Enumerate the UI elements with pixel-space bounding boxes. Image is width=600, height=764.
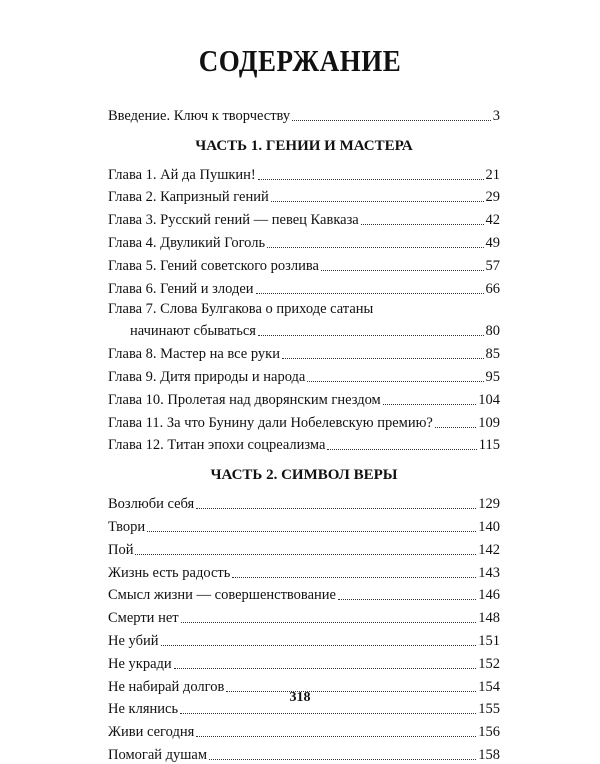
toc-entry[interactable] <box>108 718 500 741</box>
dot-leader <box>383 404 477 405</box>
toc-entry-label: Жизнь есть радость <box>108 564 231 581</box>
section-heading-part1: ЧАСТЬ 1. ГЕНИИ И МАСТЕРА <box>195 137 413 154</box>
toc-entry-label: Глава 7. Слова Булгакова о приходе сатаны <box>108 300 374 317</box>
toc-entry-label: Не укради <box>108 655 172 672</box>
dot-leader <box>435 427 476 428</box>
dot-leader <box>135 554 476 555</box>
dot-leader <box>338 599 476 600</box>
toc-entry-label: Глава 1. Ай да Пушкин! <box>108 166 256 183</box>
dot-leader <box>361 224 484 225</box>
toc-entry-page: 115 <box>478 437 500 454</box>
toc-entry-page: 29 <box>485 189 500 206</box>
toc-entry-page: 129 <box>478 496 500 513</box>
page-title: СОДЕРЖАНИЕ <box>198 44 402 78</box>
toc-entry-label: Глава 11. За что Бунину дали Нобелевскую премию? <box>108 414 433 431</box>
toc-entry[interactable] <box>108 363 500 386</box>
toc-entry[interactable] <box>108 386 500 409</box>
toc-entry-label: Смысл жизни — совершенствование <box>108 587 336 604</box>
dot-leader <box>147 531 476 532</box>
toc-entry[interactable] <box>108 650 500 673</box>
dot-leader <box>267 247 483 248</box>
toc-entry[interactable] <box>108 582 500 605</box>
toc-entry-page: 151 <box>478 632 500 649</box>
toc-entry[interactable] <box>108 409 500 432</box>
toc-entry-page: 146 <box>478 587 500 604</box>
dot-leader <box>180 713 476 714</box>
toc-entry-page: 85 <box>485 346 500 363</box>
toc-entry-label: Не клянись <box>108 701 179 718</box>
toc-entry[interactable] <box>108 432 500 455</box>
dot-leader <box>232 577 476 578</box>
toc-entry-label-continued: начинают сбываться <box>130 323 256 340</box>
toc-entry-label: Глава 2. Капризный гений <box>108 189 269 206</box>
toc-entry-label: Помогай душам <box>108 746 208 763</box>
toc-entry-label: Живи сегодня <box>108 724 195 741</box>
toc-entry[interactable] <box>108 627 500 650</box>
dot-leader <box>161 645 477 646</box>
toc-entry-label: Глава 4. Двуликий Гоголь <box>108 234 266 251</box>
toc-entry-label: Глава 8. Мастер на все руки <box>108 346 280 363</box>
toc-entry-page: 3 <box>492 107 500 124</box>
toc-entry[interactable] <box>108 298 500 341</box>
dot-leader <box>292 120 491 121</box>
toc-entry-page: 142 <box>478 541 500 558</box>
toc-entry-label: Глава 12. Титан эпохи соцреализма <box>108 437 326 454</box>
toc-entry-page: 57 <box>485 257 500 274</box>
toc-entry[interactable] <box>108 184 500 207</box>
dot-leader <box>196 508 476 509</box>
toc-entry[interactable] <box>108 229 500 252</box>
toc-entry[interactable] <box>108 513 500 536</box>
toc-entry-label: Глава 5. Гений советского розлива <box>108 257 319 274</box>
dot-leader <box>307 381 483 382</box>
page-number: 318 <box>289 690 311 705</box>
dot-leader <box>196 736 476 737</box>
dot-leader <box>258 335 484 336</box>
toc-entry-page: 66 <box>485 280 500 297</box>
toc-entry[interactable] <box>108 275 500 298</box>
toc-entry-page: 158 <box>478 746 500 763</box>
toc-entry-label: Не набирай долгов <box>108 678 225 695</box>
toc-entry-page: 80 <box>485 323 500 340</box>
toc-entry-intro[interactable] <box>108 102 500 125</box>
table-of-contents <box>108 102 500 764</box>
toc-entry-page: 140 <box>478 518 500 535</box>
toc-entry-page: 104 <box>478 391 500 408</box>
toc-entry-label: Возлюби себя <box>108 496 195 513</box>
toc-entry-page: 148 <box>478 610 500 627</box>
toc-entry-label: Твори <box>108 518 146 535</box>
dot-leader <box>174 668 477 669</box>
dot-leader <box>321 270 484 271</box>
toc-entry[interactable] <box>108 604 500 627</box>
toc-entry-page: 155 <box>478 701 500 718</box>
toc-entry-page: 154 <box>478 678 500 695</box>
toc-entry-page: 21 <box>485 166 500 183</box>
dot-leader <box>327 449 476 450</box>
dot-leader <box>209 759 476 760</box>
dot-leader <box>181 622 477 623</box>
toc-entry[interactable] <box>108 252 500 275</box>
toc-entry[interactable] <box>108 741 500 764</box>
dot-leader <box>271 201 484 202</box>
toc-entry-label: Введение. Ключ к творчеству <box>108 107 291 124</box>
dot-leader <box>282 358 484 359</box>
toc-entry-page: 152 <box>478 655 500 672</box>
toc-entry[interactable] <box>108 536 500 559</box>
dot-leader <box>258 179 484 180</box>
toc-entry-label: Не убий <box>108 632 159 649</box>
toc-entry-label: Глава 3. Русский гений — певец Кавказа <box>108 212 359 229</box>
toc-entry-label: Глава 6. Гений и злодеи <box>108 280 254 297</box>
toc-entry-page: 95 <box>485 368 500 385</box>
section-heading-part2: ЧАСТЬ 2. СИМВОЛ ВЕРЫ <box>210 467 398 484</box>
toc-entry[interactable] <box>108 559 500 582</box>
toc-entry-page: 42 <box>485 212 500 229</box>
toc-entry[interactable] <box>108 490 500 513</box>
toc-entry-label: Смерти нет <box>108 610 179 627</box>
toc-entry-page: 109 <box>478 414 500 431</box>
toc-entry-page: 156 <box>478 724 500 741</box>
toc-entry-label: Глава 9. Дитя природы и народа <box>108 368 306 385</box>
toc-entry-label: Глава 10. Пролетая над дворянским гнездом <box>108 391 381 408</box>
toc-entry-label: Пой <box>108 541 134 558</box>
dot-leader <box>256 293 484 294</box>
toc-entry[interactable] <box>108 161 500 184</box>
toc-entry-page: 143 <box>478 564 500 581</box>
toc-entry[interactable] <box>108 340 500 363</box>
toc-entry[interactable] <box>108 206 500 229</box>
toc-entry-page: 49 <box>485 234 500 251</box>
